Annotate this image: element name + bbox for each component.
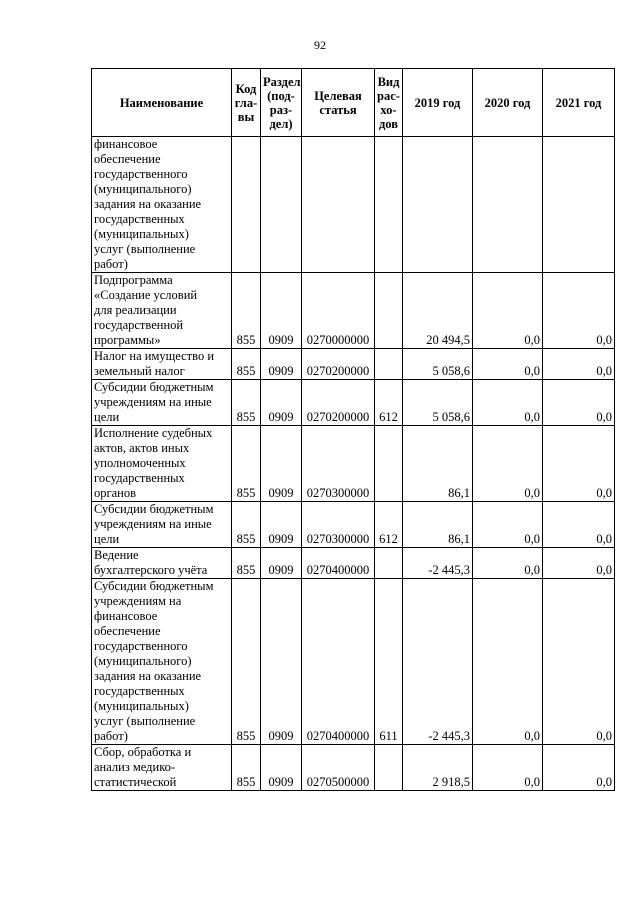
table-row [92,273,615,349]
table-row [92,548,615,579]
cell-expense [375,745,403,791]
cell-expense [375,273,403,349]
table-row [92,137,615,273]
cell-name: Субсидии бюджетным учреждениям на финансовое обеспечение государственного (муниципального) задания на оказание государственных (муниципальных) услуг (выполнение работ) [92,579,232,745]
cell-2019: 2 918,5 [403,745,473,791]
cell-2021: 0,0 [543,745,615,791]
cell-target: 0270400000 [302,579,375,745]
cell-expense [375,137,403,273]
cell-2020: 0,0 [473,349,543,380]
table-row [92,502,615,548]
cell-name: Субсидии бюджетным учреждениям на иные цели [92,380,232,426]
cell-section: 0909 [261,502,302,548]
cell-2021: 0,0 [543,502,615,548]
cell-target: 0270400000 [302,548,375,579]
table-row [92,426,615,502]
cell-expense [375,349,403,380]
cell-name: Ведение бухгалтерского учёта [92,548,232,579]
table-row [92,380,615,426]
cell-expense: 612 [375,380,403,426]
cell-target: 0270200000 [302,349,375,380]
cell-2021: 0,0 [543,579,615,745]
cell-section: 0909 [261,426,302,502]
header-name: Наименование [92,69,232,137]
cell-chapter: 855 [232,349,261,380]
cell-2020: 0,0 [473,579,543,745]
table-row [92,579,615,745]
header-2020: 2020 год [473,69,543,137]
table-body [92,137,615,791]
cell-name: финансовое обеспечение государственного (муниципального) задания на оказание государственных (муниципальных) услуг (выполнение работ) [92,137,232,273]
cell-section: 0909 [261,349,302,380]
cell-expense [375,426,403,502]
table-row [92,745,615,791]
cell-chapter: 855 [232,273,261,349]
cell-target: 0270200000 [302,380,375,426]
cell-name: Субсидии бюджетным учреждениям на иные цели [92,502,232,548]
cell-2021: 0,0 [543,273,615,349]
cell-2019: 86,1 [403,502,473,548]
cell-target: 0270300000 [302,426,375,502]
cell-chapter: 855 [232,502,261,548]
cell-2019: 5 058,6 [403,349,473,380]
cell-expense [375,548,403,579]
cell-2020: 0,0 [473,745,543,791]
cell-chapter [232,137,261,273]
cell-2019: 86,1 [403,426,473,502]
cell-2019: 5 058,6 [403,380,473,426]
cell-2020: 0,0 [473,502,543,548]
header-2021: 2021 год [543,69,615,137]
cell-2020: 0,0 [473,548,543,579]
cell-target [302,137,375,273]
cell-section [261,137,302,273]
cell-expense: 611 [375,579,403,745]
cell-chapter: 855 [232,745,261,791]
cell-2019: -2 445,3 [403,579,473,745]
cell-chapter: 855 [232,380,261,426]
cell-2021: 0,0 [543,548,615,579]
cell-2020: 0,0 [473,273,543,349]
page-number: 92 [314,38,326,52]
cell-2021 [543,137,615,273]
cell-section: 0909 [261,548,302,579]
cell-target: 0270500000 [302,745,375,791]
header-expense: Вид рас- хо- дов [375,69,403,137]
cell-chapter: 855 [232,548,261,579]
cell-2019: 20 494,5 [403,273,473,349]
header-chapter: Код гла- вы [232,69,261,137]
header-2019: 2019 год [403,69,473,137]
cell-chapter: 855 [232,426,261,502]
cell-section: 0909 [261,579,302,745]
header-section: Раздел (под- раз- дел) [261,69,302,137]
cell-name: Сбор, обработка и анализ медико- статистической [92,745,232,791]
cell-2021: 0,0 [543,380,615,426]
table-header-row [92,69,615,137]
cell-target: 0270300000 [302,502,375,548]
cell-section: 0909 [261,380,302,426]
cell-2020: 0,0 [473,426,543,502]
cell-2019: -2 445,3 [403,548,473,579]
cell-target: 0270000000 [302,273,375,349]
cell-name: Налог на имущество и земельный налог [92,349,232,380]
cell-chapter: 855 [232,579,261,745]
cell-2019 [403,137,473,273]
budget-table [91,68,615,791]
table-row [92,349,615,380]
cell-2021: 0,0 [543,426,615,502]
cell-name: Подпрограмма «Создание условий для реализации государственной программы» [92,273,232,349]
cell-2020: 0,0 [473,380,543,426]
cell-section: 0909 [261,273,302,349]
cell-expense: 612 [375,502,403,548]
cell-2021: 0,0 [543,349,615,380]
cell-section: 0909 [261,745,302,791]
cell-2020 [473,137,543,273]
header-target: Целевая статья [302,69,375,137]
cell-name: Исполнение судебных актов, актов иных уполномоченных государственных органов [92,426,232,502]
